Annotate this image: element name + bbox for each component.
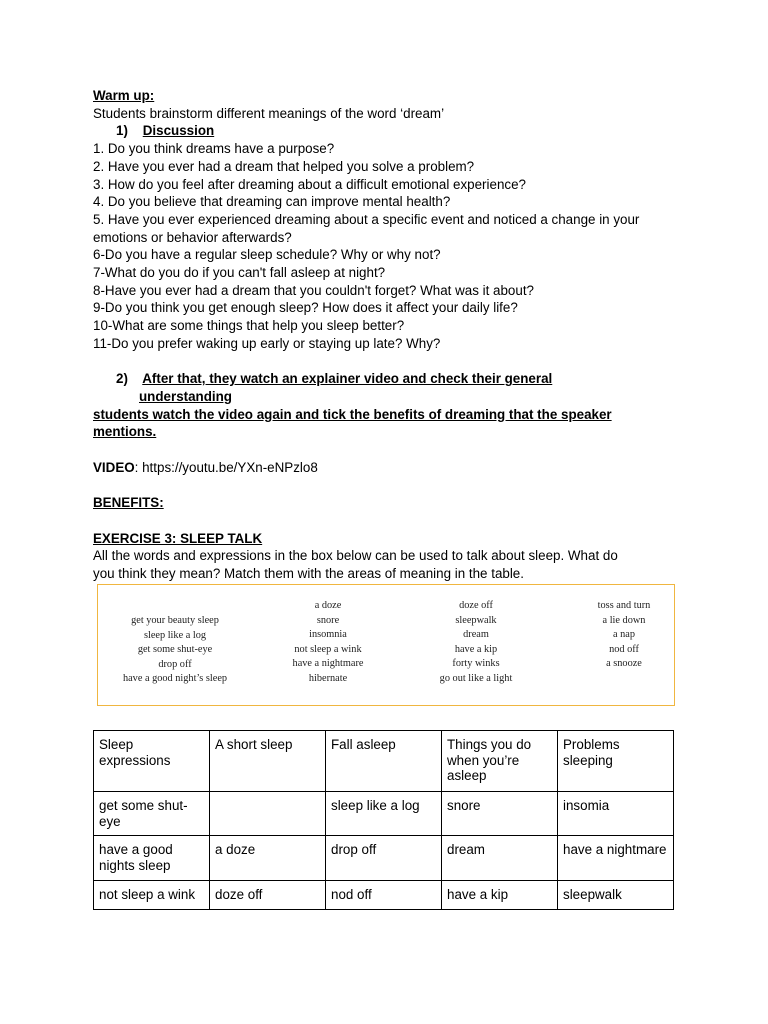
word-item: have a kip (454, 643, 498, 655)
warmup-intro: Students brainstorm different meanings of the word ‘dream’ (93, 105, 445, 121)
table-cell: insomia (558, 792, 674, 836)
word-box (97, 584, 675, 706)
question: 10-What are some things that help you sleep better? (93, 318, 405, 334)
document-body (93, 87, 683, 583)
step2-line-3: students watch the video again and tick the benefits of dreaming that the speaker (93, 406, 612, 422)
word-item: insomnia (309, 629, 347, 641)
video-line (93, 459, 683, 477)
word-item: dream (463, 629, 489, 641)
word-column (263, 599, 393, 687)
word-item: drop off (158, 658, 192, 670)
question: 5. Have you ever experienced dreaming about a specific event and noticed a change in your (93, 211, 640, 227)
video-label: VIDEO (93, 459, 135, 475)
video-link[interactable]: : https://youtu.be/YXn-eNPzlo8 (134, 459, 318, 475)
word-item: not sleep a wink (294, 643, 362, 655)
sleep-table (93, 730, 674, 910)
word-column (413, 599, 539, 687)
exercise3-instructions: you think they mean? Match them with the areas of meaning in the table. (93, 565, 524, 581)
discussion-heading-line (93, 122, 683, 140)
word-item: sleepwalk (455, 614, 497, 626)
table-row (94, 792, 674, 836)
benefits-heading: BENEFITS: (93, 495, 164, 511)
question: 8-Have you ever had a dream that you couldn't forget? What was it about? (93, 282, 534, 298)
table-header-cell: Sleep expressions (94, 731, 210, 792)
question: 6-Do you have a regular sleep schedule? Why or why not? (93, 247, 441, 263)
step2-number: 2) (116, 371, 128, 387)
word-item: sleep like a log (143, 629, 207, 641)
table-cell: sleep like a log (326, 792, 442, 836)
question: 11-Do you prefer waking up early or staying up late? Why? (93, 335, 441, 351)
table-cell: dream (442, 836, 558, 881)
step2-line-2: understanding (139, 388, 232, 404)
table-row (94, 836, 674, 881)
table-header-cell: Problems sleeping (558, 731, 674, 792)
word-item: get some shut-eye (137, 644, 213, 656)
word-item: a lie down (602, 614, 646, 626)
question: 7-What do you do if you can't fall asleep at night? (93, 265, 386, 281)
table-cell: sleepwalk (558, 881, 674, 910)
step2-line-4: mentions. (93, 424, 157, 440)
table-cell: drop off (326, 836, 442, 881)
word-item: nod off (609, 643, 639, 655)
table-header-cell: A short sleep (210, 731, 326, 792)
discussion-number: 1) (116, 123, 128, 139)
table-header-row (94, 731, 674, 792)
table-cell: nod off (326, 881, 442, 910)
word-item: a nap (612, 629, 635, 641)
question: 1. Do you think dreams have a purpose? (93, 141, 335, 157)
question: 4. Do you believe that dreaming can improve mental health? (93, 194, 451, 210)
question: 2. Have you ever had a dream that helped you solve a problem? (93, 158, 475, 174)
exercise3-heading: EXERCISE 3: SLEEP TALK (93, 530, 263, 546)
table-cell: get some shut-eye (94, 792, 210, 836)
word-item: a doze (314, 600, 342, 611)
exercise3-instructions: All the words and expressions in the box below can be used to talk about sleep. What do (93, 548, 618, 564)
word-item: a snooze (606, 658, 642, 670)
word-item: forty winks (452, 658, 500, 670)
word-item: snore (316, 614, 340, 626)
table-row (94, 881, 674, 910)
step2-line-1: 2) After that, they watch an explainer video and check their general (116, 371, 553, 387)
word-item: get your beauty sleep (131, 615, 219, 626)
word-item: doze off (459, 600, 493, 611)
question: 9-Do you think you get enough sleep? How does it affect your daily life? (93, 300, 518, 316)
word-item: have a good night’s sleep (122, 673, 228, 685)
question: emotions or behavior afterwards? (93, 229, 292, 245)
table-cell: doze off (210, 881, 326, 910)
question: 3. How do you feel after dreaming about a difficult emotional experience? (93, 176, 526, 192)
table-cell: not sleep a wink (94, 881, 210, 910)
table-header-cell: Fall asleep (326, 731, 442, 792)
table-cell: have a kip (442, 881, 558, 910)
table-header-cell: Things you do when you’re asleep (442, 731, 558, 792)
word-item: go out like a light (439, 672, 513, 684)
word-item: toss and turn (597, 600, 651, 611)
table-cell: have a good nights sleep (94, 836, 210, 881)
table-cell: snore (442, 792, 558, 836)
table-cell: a doze (210, 836, 326, 881)
table-cell (210, 792, 326, 836)
word-item: hibernate (308, 672, 348, 684)
discussion-heading: Discussion (142, 123, 215, 139)
table-cell: have a nightmare (558, 836, 674, 881)
word-column (568, 599, 680, 672)
warmup-heading: Warm up: (93, 88, 155, 103)
word-item: have a nightmare (292, 658, 364, 670)
word-column (100, 614, 250, 687)
